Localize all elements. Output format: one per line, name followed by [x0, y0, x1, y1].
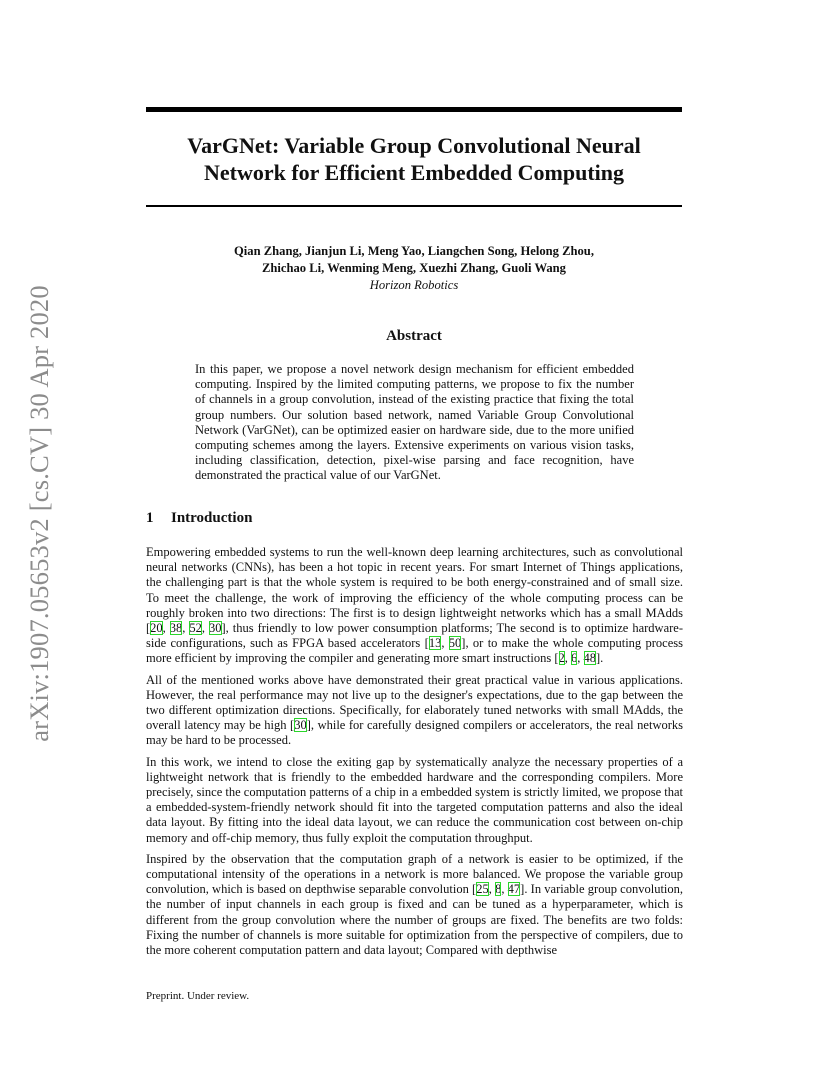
section-title: Introduction [171, 510, 253, 526]
text: Inspired by the observation that the computation graph of a network is easier to be optimized, if the computational intensity of the operations in a network is more balanced. We propose the variable group convolution, which is based on depthwise separable convolution [ [146, 851, 683, 897]
citation-link[interactable]: 8 [495, 882, 502, 897]
citation-link[interactable]: 48 [583, 651, 596, 666]
text: Empowering embedded systems to run the well-known deep learning architectures, such as convolutional neural networks (CNNs), has been a hot topic in recent years. For smart Internet of Things applications, the challenging part is that the whole system is required to be both energy-constrained and of small size. To meet the challenge, the work of improving the efficiency of the whole computing process can be roughly broken into two directions: The first is to design lightweight networks which has a small MAdds [ [146, 545, 683, 636]
author-names-line-2: Zhichao Li, Wenming Meng, Xuezhi Zhang, Guoli Wang [262, 261, 566, 275]
title-line-2: Network for Efficient Embedded Computing [203, 160, 625, 185]
title-rule-top [146, 107, 682, 112]
footer-note: Preprint. Under review. [146, 990, 250, 1002]
introduction-body [146, 545, 683, 964]
citation-link[interactable]: 25 [476, 882, 489, 897]
abstract-heading: Abstract [386, 328, 442, 344]
paragraph-2 [146, 673, 683, 749]
text: ], or to make the whole computing process more efficient by improving the compiler and generating more smart instructions [ [146, 636, 684, 666]
text: All of the mentioned works above have demonstrated their great practical value in various applications. However, the real performance may not live up to the designer's expectations, due to the gap between the two different optimization directions. Specifically, for elaborately tuned networks with small MAdds, the overall latency may be high [ [146, 672, 683, 733]
paragraph-3 [146, 755, 683, 846]
citation-link[interactable]: 47 [507, 882, 521, 897]
paper-title [146, 132, 682, 186]
arxiv-identifier: arXiv:1907.05653v2 [cs.CV] 30 Apr 2020 [23, 284, 54, 742]
citation-link[interactable]: 6 [571, 651, 578, 666]
text: ], thus friendly to low power consumption platforms; The second is to optimize hardware-side configurations, such as FPGA based accelerators [ [146, 621, 683, 651]
text: In this work, we intend to close the exiting gap by systematically analyze the necessary properties of a lightweight network that is friendly to the embedded hardware and the corresponding compilers. More precisely, since the computation patterns of a chip in a embedded system is strictly limited, we propose that a embedded-system-friendly network should fit into the targeted computation patterns and also the ideal data layout. By fitting into the ideal data layout, we can reduce the communication cost between on-chip memory and off-chip memory, thus fully exploit the computation throughput. [146, 754, 683, 845]
text: ]. [596, 651, 604, 666]
citation-link[interactable]: 20 [150, 621, 163, 636]
affiliation: Horizon Robotics [369, 278, 459, 292]
citation-link[interactable]: 52 [189, 621, 202, 636]
title-rule-bottom [146, 205, 682, 207]
author-block [146, 243, 682, 294]
citation-link[interactable]: 30 [209, 621, 222, 636]
section-number: 1 [146, 510, 154, 526]
citation-link[interactable]: 2 [558, 651, 565, 666]
citation-link[interactable]: 30 [294, 718, 307, 733]
title-line-1: VarGNet: Variable Group Convolutional Neural [187, 133, 641, 158]
citation-link[interactable]: 38 [169, 621, 183, 636]
citation-link[interactable]: 50 [448, 636, 462, 651]
text: ]. In variable group convolution, the number of input channels in each group is fixed and can be tuned as a hyperparameter, which is different from the group convolution where the number of groups are fixed. The benefits are two folds: Fixing the number of channels is more suitable for optimization from the perspective of compilers, due to the more coherent computation pattern and data layout; Compared with depthwise [146, 882, 684, 958]
section-heading [146, 510, 252, 527]
text: ], while for carefully designed compilers or accelerators, the real networks may be hard to be processed. [146, 718, 683, 748]
abstract-text: In this paper, we propose a novel network design mechanism for efficient embedded computing. Inspired by the limited computing patterns, we propose to fix the number of channels in a group convolution, instead of the existing practice that fixing the total group numbers. Our solution based network, named Variable Group Convolutional Network (VarGNet), can be optimized easier on hardware side, due to the more unified computing schemes among the layers. Extensive experiments on various vision tasks, including classification, detection, pixel-wise parsing and face recognition, have demonstrated the practical value of our VarGNet. [195, 362, 634, 483]
author-names-line-1: Qian Zhang, Jianjun Li, Meng Yao, Liangchen Song, Helong Zhou, [234, 244, 594, 258]
paragraph-4: Inspired by the observation that the computation graph of a network is easier to be optimized, if the computational intensity of the operations in a network is more balanced. We propose the variable group convolution, which is based on depthwise separable convolution [25, 8, 47]. In variable group convolution, the number of input channels in each group is fixed and can be tuned as a hyperparameter, which is different from the group convolution where the number of groups are fixed. The benefits are two folds: Fixing the number of channels is more suitable for optimization from the perspective of compilers, due to the more coherent computation pattern and data layout; Compared with depthwise [146, 851, 684, 958]
citation-link[interactable]: 13 [428, 636, 442, 651]
arxiv-stamp [23, 284, 54, 742]
paragraph-1: Empowering embedded systems to run the well-known deep learning architectures, such as convolutional neural networks (CNNs), has been a hot topic in recent years. For smart Internet of Things applications, the challenging part is that the whole system is required to be both energy-constrained and of small size. To meet the challenge, the work of improving the efficiency of the whole computing process can be roughly broken into two directions: The first is to design lightweight networks which has a small MAdds [20, 38, 52, 30], thus friendly to low power consumption platforms; The second is to optimize hardware-side configurations, such as FPGA based accelerators [13, 50], or to make the whole computing process more efficient by improving the compiler and generating more smart instructions [2, 6, 48]. [146, 545, 684, 666]
